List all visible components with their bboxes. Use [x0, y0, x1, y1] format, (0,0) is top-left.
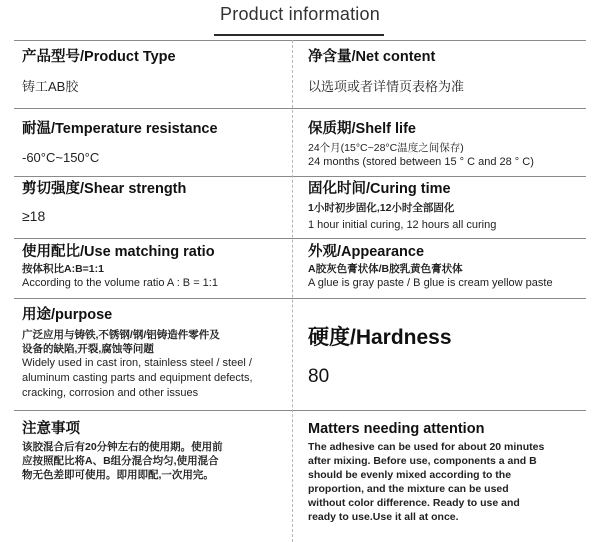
net-content-value: 以选项或者详情页表格为准: [308, 79, 465, 94]
matching-ratio-label: 使用配比/Use matching ratio: [22, 244, 215, 260]
purpose-label: 用途/purpose: [22, 307, 113, 323]
divider: [14, 410, 586, 411]
appearance-value-en: A glue is gray paste / B glue is cream yellow paste: [308, 277, 553, 289]
purpose-line-en-1: Widely used in cast iron, stainless steel / steel /: [22, 357, 252, 369]
divider: [14, 40, 586, 41]
curing-time-value-cn: 1小时初步固化,12小时全部固化: [308, 202, 455, 214]
curing-time-value-en: 1 hour initial curing, 12 hours all curing: [308, 219, 497, 231]
divider: [14, 298, 586, 299]
hardness-label: 硬度/Hardness: [308, 326, 452, 349]
notes-cn-cell: [22, 420, 223, 482]
net-content-cell: [308, 48, 464, 95]
matching-ratio-value-cn: 按体积比A:B=1:1: [22, 263, 104, 275]
product-type-cell: [22, 48, 176, 95]
shelf-life-label: 保质期/Shelf life: [308, 121, 416, 137]
temperature-label: 耐温/Temperature resistance: [22, 121, 218, 137]
purpose-cell: [22, 306, 253, 401]
notes-cn-line-1: 该胶混合后有20分钟左右的使用期。使用前: [22, 441, 223, 453]
hardness-value: 80: [308, 366, 330, 387]
matching-ratio-value-en: According to the volume ratio A : B = 1:1: [22, 277, 218, 289]
notes-cn-label: 注意事项: [22, 421, 80, 437]
curing-time-label: 固化时间/Curing time: [308, 181, 451, 197]
notes-cn-line-2: 应按照配比将A、B组分混合均匀,使用混合: [22, 455, 219, 467]
divider: [14, 176, 586, 177]
notes-en-line-1: The adhesive can be used for about 20 minutes: [308, 441, 545, 453]
page-title: Product information: [220, 4, 380, 24]
shelf-life-value-en: 24 months (stored between 15 ° C and 28 ° C): [308, 156, 534, 168]
purpose-line-en-3: cracking, corrosion and other issues: [22, 387, 199, 399]
notes-en-cell: [308, 420, 544, 524]
shear-strength-cell: [22, 180, 186, 224]
shelf-life-value-cn: 24个月(15°C~28°C温度之间保存): [308, 142, 464, 154]
notes-en-label: Matters needing attention: [308, 421, 485, 437]
product-type-label: 产品型号/Product Type: [22, 49, 176, 65]
notes-en-line-3: should be evenly mixed according to the: [308, 469, 512, 481]
hardness-cell: [308, 325, 452, 389]
net-content-label: 净含量/Net content: [308, 49, 436, 65]
notes-en-line-5: without color difference. Ready to use and: [308, 497, 520, 509]
notes-cn-line-3: 物无色差即可使用。即用即配,一次用完。: [22, 469, 214, 481]
appearance-cell: [308, 243, 553, 291]
shelf-life-cell: [308, 120, 534, 170]
notes-en-line-2: after mixing. Before use, components a and B: [308, 455, 537, 467]
appearance-value-cn: A胶灰色膏状体/B胶乳黄色膏状体: [308, 263, 463, 275]
divider: [14, 108, 586, 109]
title-underline: [214, 34, 384, 36]
notes-en-line-4: proportion, and the mixture can be used: [308, 483, 509, 495]
column-divider: [292, 40, 293, 542]
matching-ratio-cell: [22, 243, 218, 291]
temperature-value: -60°C~150°C: [22, 150, 100, 165]
curing-time-cell: [308, 180, 496, 233]
shear-strength-label: 剪切强度/Shear strength: [22, 181, 187, 197]
product-type-value: 铸工AB胶: [22, 79, 79, 94]
purpose-line-cn-2: 设备的缺陷,开裂,腐蚀等问题: [22, 343, 154, 355]
purpose-line-cn-1: 广泛应用与铸铁,不锈钢/钢/铝铸造件零件及: [22, 329, 220, 341]
divider: [14, 238, 586, 239]
shear-strength-value: ≥18: [22, 208, 46, 224]
temperature-cell: [22, 120, 218, 166]
notes-en-line-6: ready to use.Use it all at once.: [308, 511, 459, 523]
purpose-line-en-2: aluminum casting parts and equipment defects,: [22, 372, 253, 384]
appearance-label: 外观/Appearance: [308, 244, 425, 260]
